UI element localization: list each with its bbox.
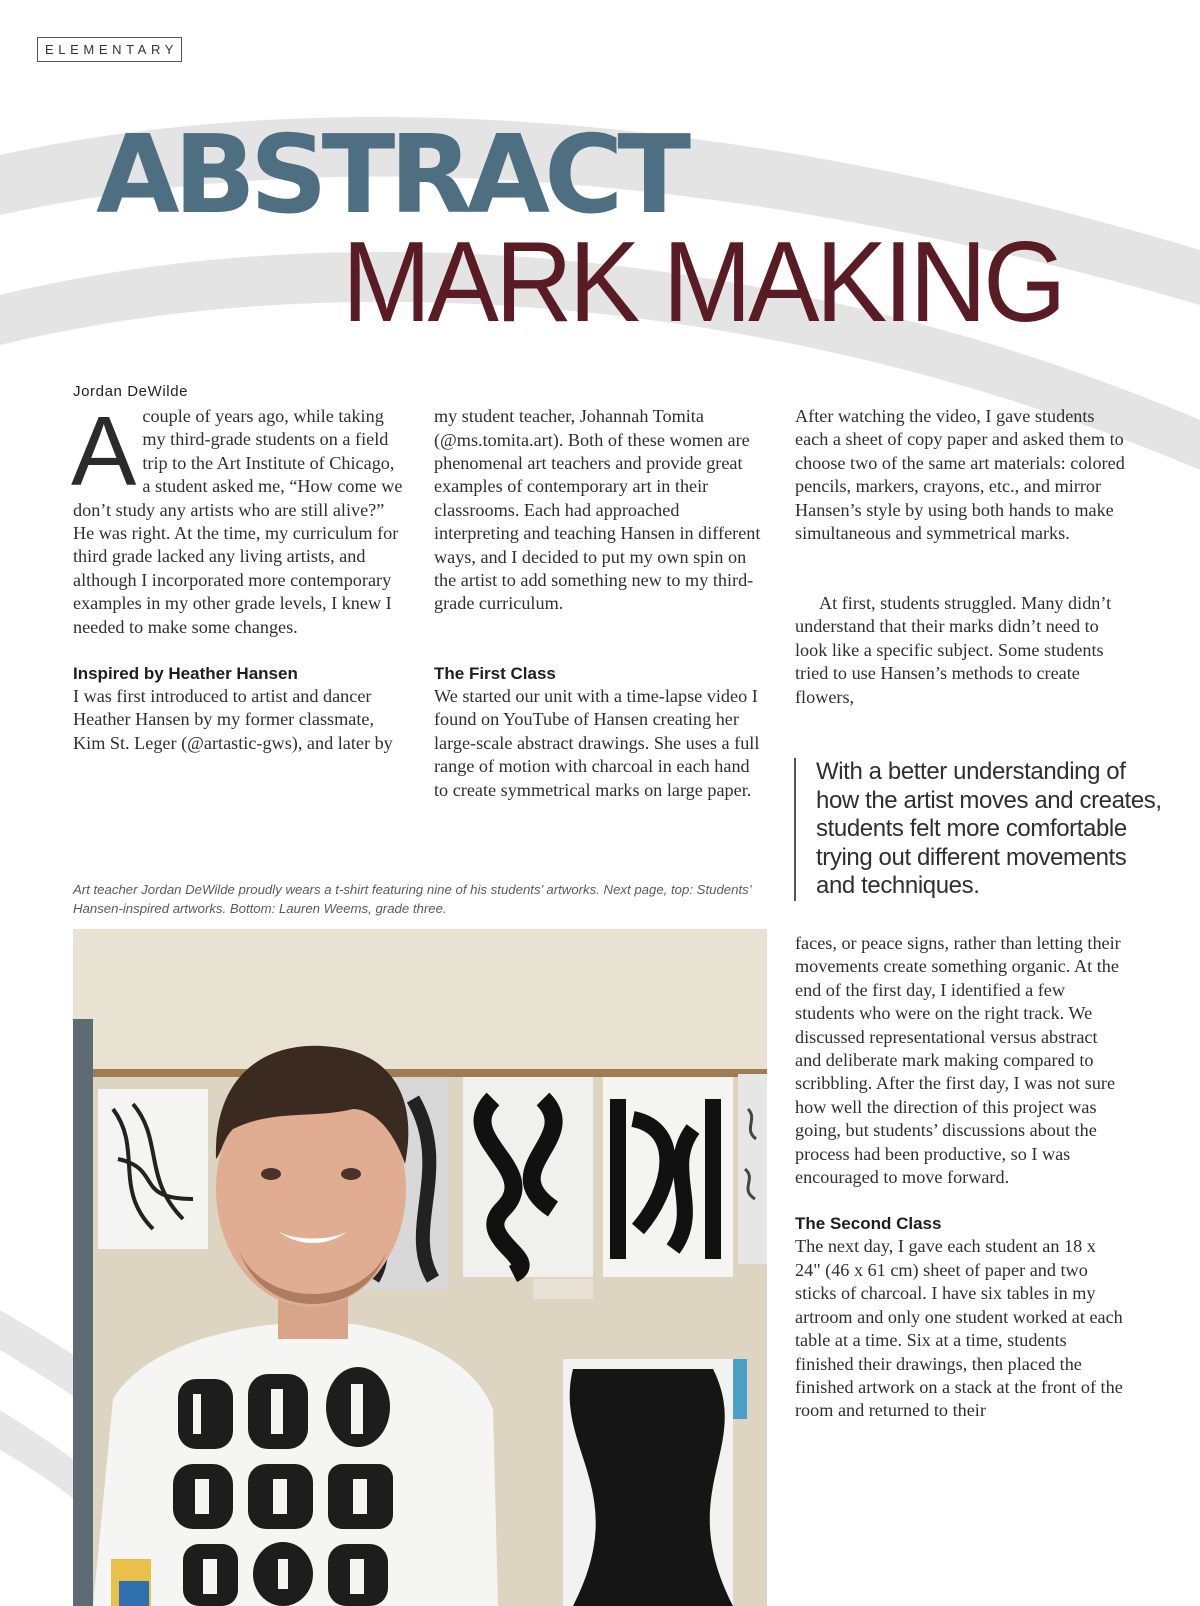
section-tag: ELEMENTARY xyxy=(37,37,182,62)
photo-caption: Art teacher Jordan DeWilde proudly wears a t-shirt featuring nine of his students’ artworks. Next page, top: Students’ Hansen-inspired artworks. Bottom: Lauren Weems, grade three. xyxy=(73,882,751,916)
teacher-photo-illustration xyxy=(73,929,767,1606)
paragraph-first-class-continued-text: After watching the video, I gave students each a sheet of copy paper and asked them to choose two of the same art materials: colored pencils, markers, crayons, etc., and mirror Hansen’s style by using both hands to make simultaneous and symmetrical marks. xyxy=(795,406,1125,544)
drop-cap: A xyxy=(71,396,137,506)
paragraph-inspired: I was first introduced to artist and dancer Heather Hansen by my former classmate, Kim St. Leger (@artastic-gws), and later by xyxy=(73,686,393,753)
paragraph-inspired-continued xyxy=(434,405,764,639)
paragraph-inspired-continued-text: my student teacher, Johannah Tomita (@ms.tomita.art). Both of these women are phenomenal art teachers and provide great examples of contemporary art in their classrooms. Each had approached interpreting and teaching Hansen in different ways, and I decided to put my own spin on the artist to add something new to my third-grade curriculum. xyxy=(434,406,761,614)
text-column-3 xyxy=(795,405,1125,709)
paragraph-first-class-continued xyxy=(795,405,1125,592)
heading-inspired: Inspired by Heather Hansen xyxy=(73,664,298,684)
title-line-2: MARK MAKING xyxy=(342,219,1063,346)
paragraph-first-day: faces, or peace signs, rather than letting their movements create something organic. At the end of the first day, I identified a few students who were on the right track. We discussed representational versus abstract and deliberate mark making compared to scribbling. After the first day, I was not sure how well the direction of this project was going, but students’ discussions about the process had been productive, so I was encouraged to move forward. xyxy=(795,933,1121,1188)
title-line-1: ABSTRACT xyxy=(96,113,686,238)
author-byline: Jordan DeWilde xyxy=(73,383,189,400)
teacher-photo xyxy=(73,929,767,1606)
paragraph-first-class: We started our unit with a time-lapse video I found on YouTube of Hansen creating her large-scale abstract drawings. She uses a full range of motion with charcoal in each hand to create symmetrical marks on large paper. xyxy=(434,686,760,800)
intro-paragraph xyxy=(71,396,403,639)
paragraph-second-class: The next day, I gave each student an 18 x 24" (46 x 61 cm) sheet of paper and two sticks of charcoal. I have six tables in my artroom and only one student worked at each table at a time. Six at a time, students finished their drawings, then placed the finished artwork on a stack at the front of the room and returned to their xyxy=(795,1236,1123,1421)
text-column-3-lower xyxy=(795,932,1125,1423)
heading-first-class: The First Class xyxy=(434,664,556,683)
intro-text: couple of years ago, while taking my third-grade students on a field trip to the Art Institute of Chicago, a student asked me, “How come we don’t study any artists who are still alive?” He was right. At the time, my curriculum for third grade lacked any living artists, and although I incorporated more contemporary examples in my other grade levels, I knew I needed to make some changes. xyxy=(73,406,403,637)
pull-quote: With a better understanding of how the artist moves and creates, students felt more comfortable trying out different movements and techniques. xyxy=(794,758,1166,901)
heading-second-class: The Second Class xyxy=(795,1214,942,1234)
text-column-1 xyxy=(71,396,403,755)
paragraph-struggled: At first, students struggled. Many didn’t understand that their marks didn’t need to look like a specific subject. Some students tried to use Hansen’s methods to create flowers, xyxy=(795,593,1112,707)
text-column-2 xyxy=(434,405,764,802)
